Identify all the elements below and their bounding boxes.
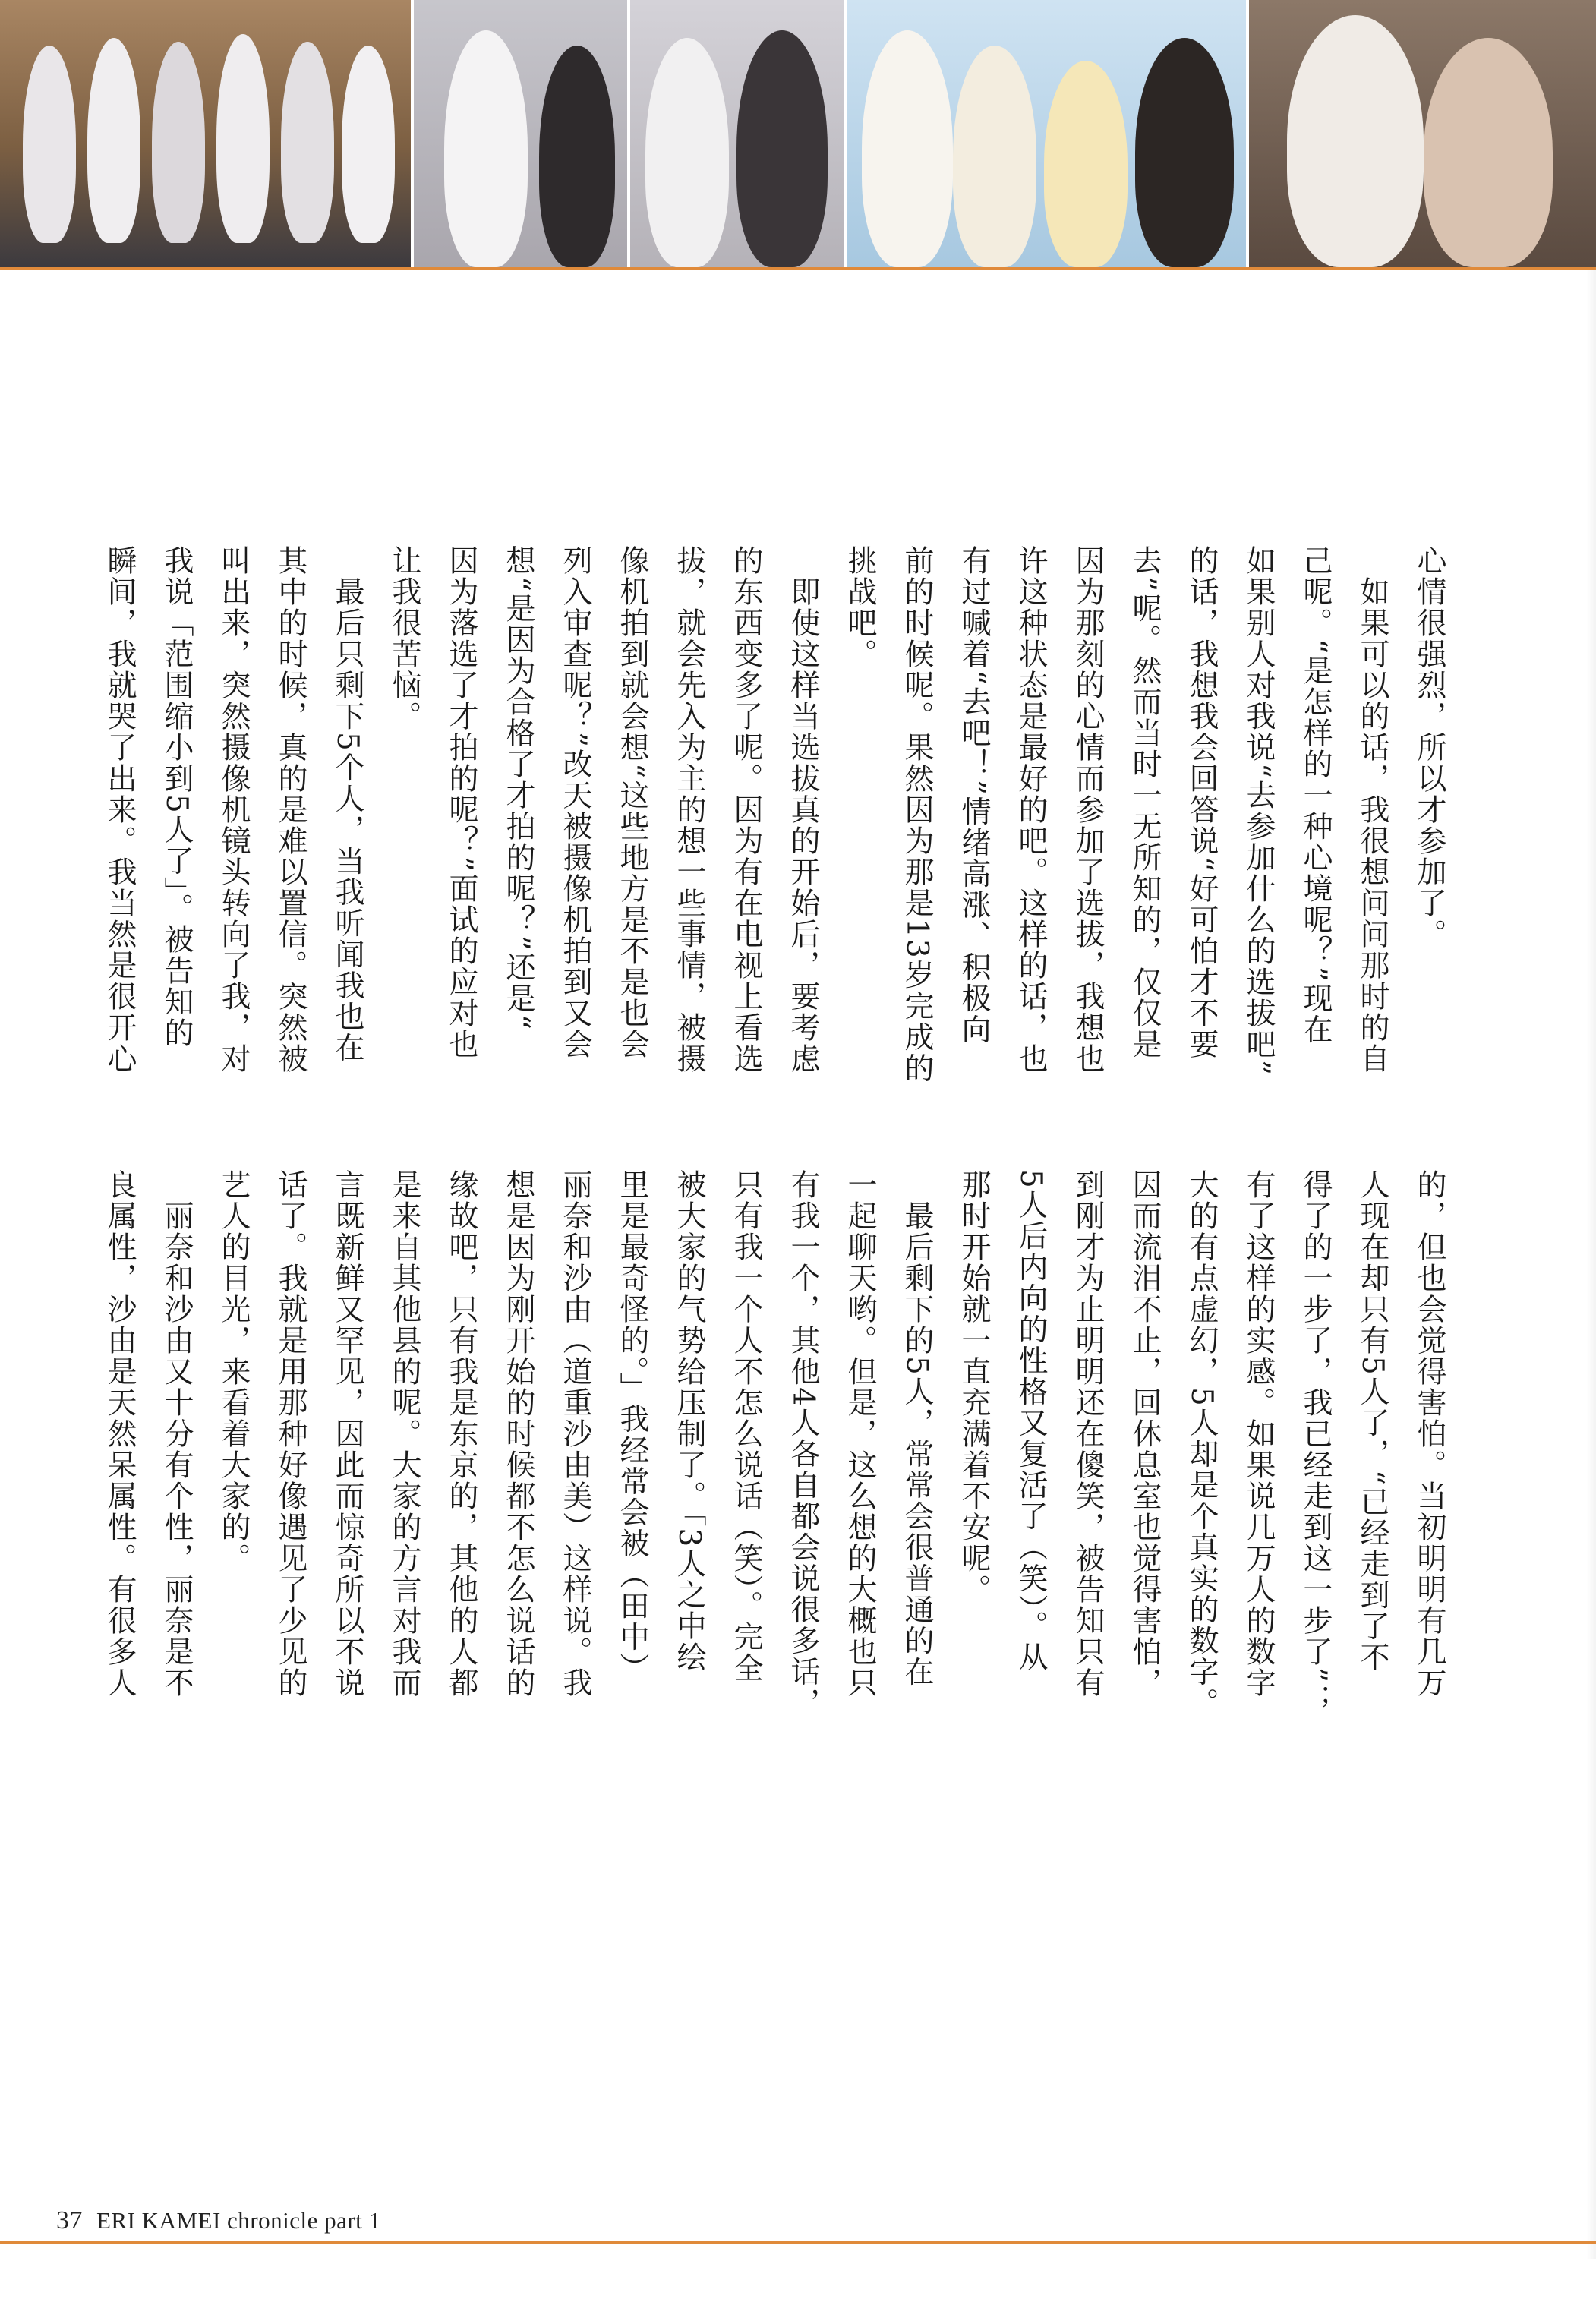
text-column: 己呢。“是怎样的一种心境呢？”现在 — [1298, 545, 1333, 1045]
text-column: 那时开始就一直充满着不安呢。 — [957, 1169, 991, 1605]
text-column: 被大家的气势给压制了。「3人之中绘 — [672, 1169, 706, 1673]
text-column: 最后剩下的5人，常常会很普通的在 — [900, 1169, 934, 1688]
text-column: 丽奈和沙由（道重沙由美）这样说。我 — [558, 1169, 592, 1698]
text-column: 只有我一个人不怎么说话（笑）。完全 — [729, 1169, 763, 1684]
text-column: 许这种状态是最好的吧。这样的话，也 — [1014, 545, 1048, 1074]
text-column: 话了。我就是用那种好像遇见了少见的 — [273, 1169, 308, 1698]
text-column: 言既新鲜又罕见，因此而惊奇所以不说 — [330, 1169, 364, 1698]
text-column: 前的时候呢。果然因为那是13岁完成的 — [900, 545, 934, 1084]
text-column: 有过喊着“去吧！”情绪高涨、积极向 — [957, 545, 991, 1045]
text-column: 有我一个，其他4人各自都会说很多话， — [786, 1169, 820, 1719]
header-divider — [0, 267, 1596, 270]
text-column: 最后只剩下5个人，当我听闻我也在 — [330, 545, 364, 1064]
photo-strip — [0, 0, 1596, 267]
text-column: 瞬间，我就哭了出来。我当然是很开心 — [103, 545, 137, 1074]
text-column: 拔，就会先入为主的想一些事情，被摄 — [672, 545, 706, 1074]
article-text-bottom — [99, 1169, 1458, 1822]
text-column: 心情很强烈，所以才参加了。 — [1412, 545, 1446, 950]
text-column: 缘故吧，只有我是东京的，其他的人都 — [444, 1169, 478, 1698]
page-number: 37 — [56, 2206, 83, 2234]
duo-photo-costumes — [630, 0, 847, 267]
group-photo-lockers — [0, 0, 414, 267]
text-column: 到刚才为止明明还在傻笑，被告知只有 — [1071, 1169, 1105, 1698]
text-column: 列入审查呢？”改天被摄像机拍到又会 — [558, 545, 592, 1060]
text-column: 像机拍到就会想“这些地方是不是也会 — [615, 545, 649, 1060]
text-column: 想“是因为合格了才拍的呢？”还是“ — [501, 545, 535, 1031]
running-title: ERI KAMEI chronicle part 1 — [96, 2207, 381, 2234]
text-column: 因为落选了才拍的呢？”面试的应对也 — [444, 545, 478, 1060]
text-column: 我说「范围缩小到5人了」。被告知的 — [159, 545, 194, 1049]
duo-photo-peace-sign — [414, 0, 630, 267]
article-text-top — [99, 545, 1458, 1137]
text-column: 良属性，沙由是天然呆属性。有很多人 — [103, 1169, 137, 1698]
text-column: 大的有点虚幻，5人却是个真实的数字。 — [1184, 1169, 1219, 1719]
text-column: 去”呢。然而当时一无所知的，仅仅是 — [1128, 545, 1162, 1060]
text-column: 即使这样当选拔真的开始后，要考虑 — [786, 545, 820, 1074]
footer-divider — [0, 2241, 1596, 2244]
text-column: 让我很苦恼。 — [387, 545, 421, 732]
text-column: 因为那刻的心情而参加了选拔，我想也 — [1071, 545, 1105, 1074]
page-edge-shadow — [1587, 270, 1596, 2259]
text-column: 艺人的目光，来看着大家的。 — [216, 1169, 251, 1574]
text-column: 叫出来，突然摄像机镜头转向了我，对 — [216, 545, 251, 1074]
text-column: 的话，我想我会回答说“好可怕才不要 — [1184, 545, 1219, 1060]
text-column: 人现在却只有5人了，“已经走到了不 — [1355, 1169, 1389, 1673]
text-column: 有了这样的实感。如果说几万人的数字 — [1241, 1169, 1276, 1698]
text-column: 丽奈和沙由又十分有个性，丽奈是不 — [159, 1169, 194, 1698]
text-column: 想是因为刚开始的时候都不怎么说话的 — [501, 1169, 535, 1698]
text-column: 挑战吧。 — [843, 545, 877, 670]
text-column: 5人后内向的性格又复活了（笑）。从 — [1014, 1169, 1048, 1673]
group-photo-hats — [847, 0, 1249, 267]
text-column: 的东西变多了呢。因为有在电视上看选 — [729, 545, 763, 1074]
text-column: 一起聊天哟。但是，这么想的大概也只 — [843, 1169, 877, 1698]
text-column: 如果可以的话，我很想问问那时的自 — [1355, 545, 1389, 1074]
text-column: 的，但也会觉得害怕。当初明明有几万 — [1412, 1169, 1446, 1698]
page-footer — [56, 2206, 381, 2235]
text-column: 里是最奇怪的。」我经常会被（田中） — [615, 1169, 649, 1684]
duo-photo-closeup — [1249, 0, 1596, 267]
text-column: 是来自其他县的呢。大家的方言对我而 — [387, 1169, 421, 1698]
text-column: 得了的一步了，我已经走到这一步了”； — [1298, 1169, 1333, 1715]
text-column: 因而流泪不止，回休息室也觉得害怕， — [1128, 1169, 1162, 1698]
text-column: 其中的时候，真的是难以置信。突然被 — [273, 545, 308, 1074]
text-column: 如果别人对我说“去参加什么的选拔吧” — [1241, 545, 1276, 1077]
